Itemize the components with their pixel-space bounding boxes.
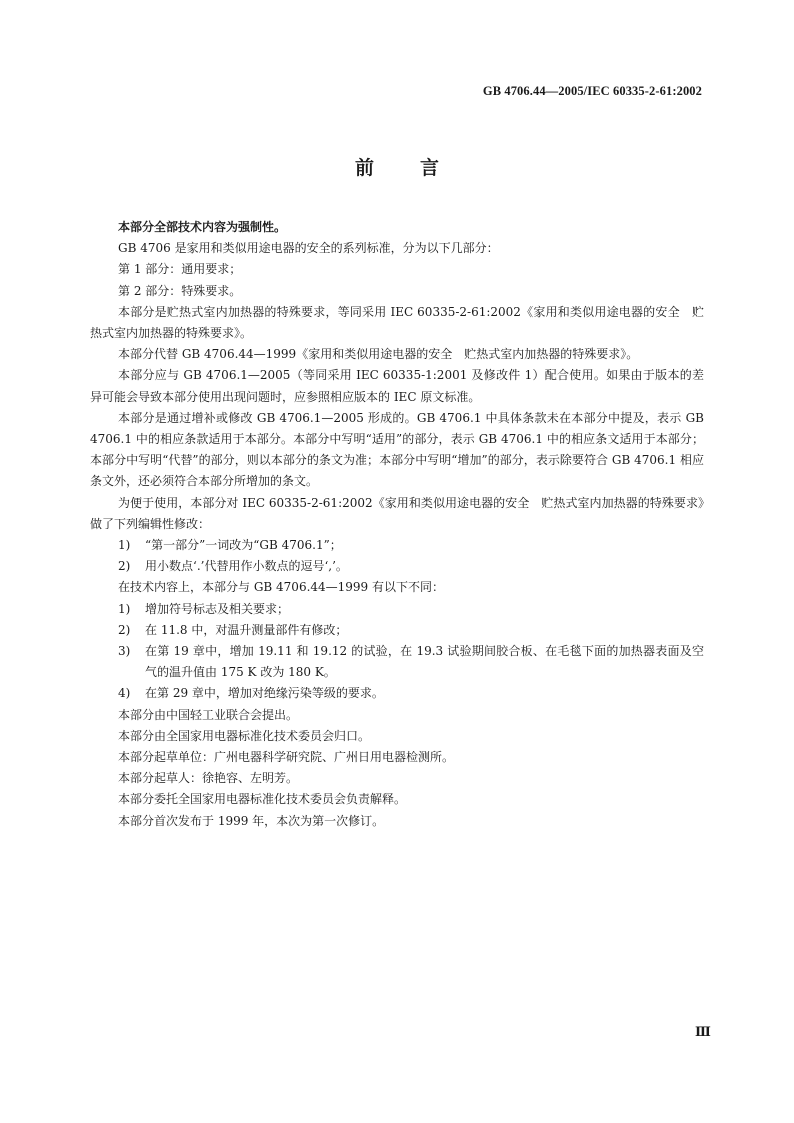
list-item — [90, 535, 704, 556]
paragraph: 本部分起草单位：广州电器科学研究院、广州日用电器检测所。 — [118, 750, 455, 765]
paragraph: 本部分首次发布于 1999 年，本次为第一次修订。 — [118, 813, 385, 828]
standard-code: GB 4706.44—2005/IEC 60335-2-61:2002 — [482, 84, 702, 98]
paragraph: 本部分由全国家用电器标准化技术委员会归口。 — [118, 728, 371, 743]
list-text: 增加符号标志及相关要求； — [145, 601, 290, 616]
paragraph: 本部分应与 GB 4706.1—2005（等同采用 IEC 60335-1:2001 及修改件 1）配合使用。如果由于版本的差异可能会导致本部分使用出现问题时，应参照相应版本的 IEC 原文标准。 — [90, 368, 704, 404]
paragraph: 第 2 部分：特殊要求。 — [118, 283, 242, 298]
paragraph: 本部分由中国轻工业联合会提出。 — [118, 707, 299, 722]
list-item — [90, 620, 704, 641]
list-number: 2) — [118, 622, 131, 637]
list-number: 1) — [118, 538, 131, 553]
paragraph: 第 1 部分：通用要求； — [118, 262, 242, 277]
paragraph: 本部分委托全国家用电器标准化技术委员会负责解释。 — [118, 792, 407, 807]
list-item — [90, 556, 704, 577]
list-number: 3) — [118, 644, 131, 659]
paragraph: 在技术内容上，本部分与 GB 4706.44—1999 有以下不同： — [118, 580, 445, 595]
list-item — [90, 683, 704, 704]
list-text: 在第 19 章中，增加 19.11 和 19.12 的试验，在 19.3 试验期间胶合板、在毛毯下面的加热器表面及空气的温升值由 175 K 改为 180 K。 — [145, 644, 704, 680]
paragraph: 本部分代替 GB 4706.44—1999《家用和类似用途电器的安全 贮热式室内加热器的特殊要求》。 — [118, 347, 639, 362]
title-char-1: 前 — [354, 157, 374, 179]
page-title — [0, 153, 794, 180]
list-text: 在 11.8 中，对温升测量部件有修改； — [145, 622, 348, 637]
list-item — [90, 599, 704, 620]
page-number: Ⅲ — [695, 1024, 711, 1039]
list-item — [90, 641, 704, 683]
paragraph: GB 4706 是家用和类似用途电器的安全的系列标准，分为以下几部分： — [118, 241, 499, 256]
paragraph: 本部分起草人：徐艳容、左明芳。 — [118, 771, 299, 786]
mandatory-statement: 本部分全部技术内容为强制性。 — [118, 220, 287, 234]
list-number: 2) — [118, 559, 131, 574]
list-text: 用小数点‘.’代替用作小数点的逗号‘,’。 — [145, 559, 348, 574]
title-char-2: 言 — [420, 157, 440, 179]
list-number: 4) — [118, 686, 131, 701]
list-text: “第一部分”一词改为“GB 4706.1”； — [145, 538, 342, 553]
list-number: 1) — [118, 601, 131, 616]
paragraph: 本部分是贮热式室内加热器的特殊要求，等同采用 IEC 60335-2-61:2002《家用和类似用途电器的安全 贮热式室内加热器的特殊要求》。 — [90, 304, 704, 341]
list-text: 在第 29 章中，增加对绝缘污染等级的要求。 — [145, 686, 384, 701]
paragraph: 本部分是通过增补或修改 GB 4706.1—2005 形成的。GB 4706.1 中具体条款未在本部分中提及，表示 GB 4706.1 中的相应条款适用于本部分。本部分中写明“适用”的部分，表示 GB 4706.1 中的相应条文适用于本部分；本部分中写明“代替”的部分，则以本部分的条文为准；本部分中写明“增加”的部分，表示除要符合 GB 4706.1 相应条文外，还必须符合本部分所增加的条文。 — [90, 410, 704, 489]
foreword-body — [90, 217, 704, 832]
paragraph: 为便于使用，本部分对 IEC 60335-2-61:2002《家用和类似用途电器的安全 贮热式室内加热器的特殊要求》做了下列编辑性修改： — [90, 495, 704, 531]
